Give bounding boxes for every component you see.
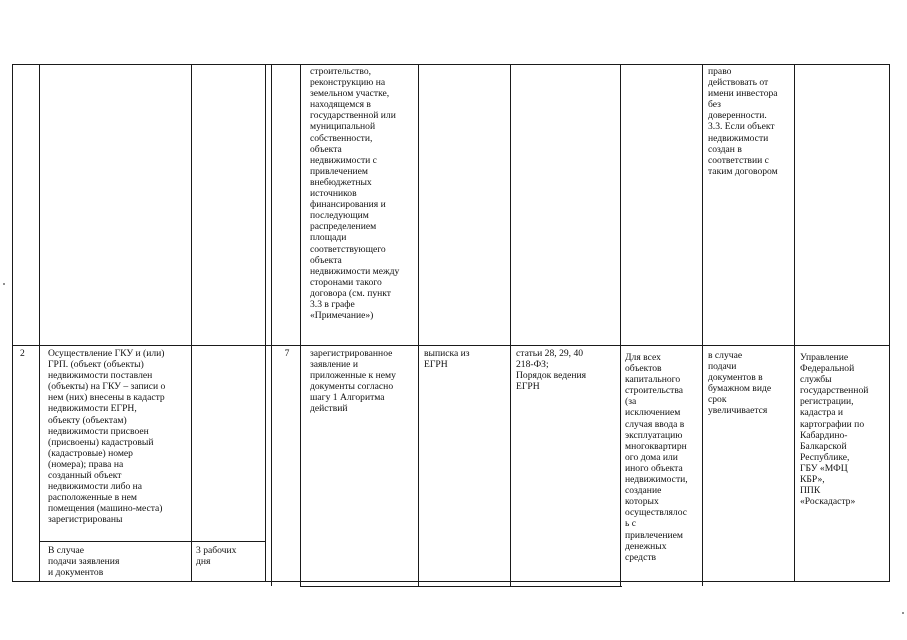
col-border [191, 64, 192, 582]
table-bottom-border [12, 581, 889, 582]
text-line: финансирования и [310, 199, 386, 211]
text-line: муниципальной [310, 121, 376, 133]
text-line: без [708, 99, 721, 111]
text-line: увеличивается [708, 405, 768, 417]
text-line: объекта [310, 254, 342, 266]
text-line: случая ввода в [625, 418, 685, 430]
text-line: иного объекта [625, 462, 683, 474]
text-line: «Роскадастр» [800, 496, 856, 508]
text-line: помещения (машино-места) [48, 503, 163, 515]
text-line: в случае [708, 350, 743, 361]
text-line: недвижимости присвоен [48, 425, 149, 437]
text-line: действовать от [708, 77, 769, 89]
text-line: подачи заявления [48, 556, 120, 568]
text-line: имени инвестора [708, 88, 778, 100]
row-number [20, 348, 36, 359]
top-activity-cell [310, 66, 414, 321]
text-line: распределением [310, 221, 377, 233]
text-line: 3 рабочих [196, 545, 237, 556]
text-line: недвижимости с [310, 154, 377, 166]
text-line: выписка из [424, 348, 470, 359]
text-line: доверенности. [708, 110, 767, 122]
text-line: 2 [20, 348, 25, 359]
text-line: находящемся в [310, 99, 371, 111]
text-line: осуществлялос [625, 507, 687, 519]
result-cell [424, 348, 506, 370]
text-line: 7 [284, 348, 290, 359]
col-border [702, 64, 703, 586]
responsible-cell [800, 352, 888, 507]
top-notes-cell [708, 66, 792, 177]
text-line: право [708, 66, 732, 77]
subcase-label [48, 545, 186, 578]
text-line: эксплуатацию [625, 429, 683, 441]
text-line: объекта [310, 143, 342, 155]
text-line: последующим [310, 210, 369, 222]
col-border [620, 64, 621, 586]
text-line: кадастра и [800, 407, 844, 419]
text-line: земельном участке, [310, 88, 390, 100]
col-border [418, 64, 419, 586]
text-line: заявление и [310, 359, 358, 371]
text-line: В случае [48, 545, 84, 556]
col-border [889, 64, 890, 582]
text-line: КБР», [800, 474, 825, 486]
text-line: Республике, [800, 451, 850, 463]
row-description [48, 348, 186, 526]
col-border [510, 64, 511, 586]
text-line: (присвоены) кадастровый [48, 436, 154, 448]
text-line: ГБУ «МФЦ [800, 462, 848, 474]
text-line: «Примечание») [310, 310, 374, 322]
text-line: службы [800, 374, 832, 386]
text-line: приложенные к нему [310, 370, 396, 382]
col-border [265, 64, 266, 582]
text-line: Балкарской [800, 440, 847, 452]
col-border [12, 64, 13, 582]
text-line: Для всех [625, 352, 661, 363]
text-line: действий [310, 403, 348, 415]
text-line: договора (см. пункт [310, 287, 391, 299]
text-line: недвижимости либо на [48, 481, 143, 493]
text-line: дня [196, 556, 211, 568]
subrow-divider [39, 541, 265, 542]
text-line: государственной или [310, 110, 396, 122]
text-line: объектов [625, 363, 662, 375]
text-line: статьи 28, 29, 40 [516, 348, 584, 359]
text-line: 3.3 в графе [310, 298, 355, 310]
text-line: строительство, [310, 66, 372, 77]
text-line: подачи [708, 361, 737, 373]
text-line: собственности, [310, 132, 373, 144]
text-line: (номера); права на [48, 458, 124, 470]
term-cell [196, 545, 262, 567]
text-line: Федеральной [800, 363, 855, 375]
text-line: (за [625, 396, 637, 408]
text-line: источников [310, 188, 357, 200]
text-line: 218-ФЗ; [516, 359, 549, 371]
documents-cell [310, 348, 416, 415]
text-line: ЕГРН [516, 381, 540, 393]
text-line: соответствующего [310, 243, 386, 255]
text-line: многоквартирн [625, 440, 687, 452]
text-line: объекту (объектам) [48, 414, 127, 426]
legal-basis-cell [516, 348, 616, 392]
text-line: реконструкцию на [310, 77, 386, 89]
text-line: соответствии с [708, 154, 769, 166]
text-line: внебюджетных [310, 176, 372, 188]
text-line: нем (них) внесены в кадастр [48, 392, 165, 404]
col-border [300, 64, 301, 586]
text-line: созданный объект [48, 470, 122, 482]
text-line: недвижимости между [310, 265, 400, 277]
text-line: зарегистрированное [310, 348, 393, 359]
text-line: зарегистрированы [48, 514, 123, 526]
text-line: исключением [625, 407, 681, 419]
text-line: бумажном виде [708, 383, 772, 395]
text-line: документов в [708, 372, 763, 384]
text-line: создание [625, 485, 662, 497]
scan-artifact [3, 283, 5, 285]
text-line: шагу 1 Алгоритма [310, 392, 385, 404]
applicability-cell [625, 352, 701, 563]
scan-artifact [902, 612, 904, 614]
text-line: сторонами такого [310, 276, 382, 288]
text-line: которых [625, 496, 659, 508]
table-bottom-border-right [300, 586, 622, 587]
text-line: документы согласно [310, 381, 394, 393]
row-divider [12, 345, 889, 346]
text-line: 3.3. Если объект [708, 121, 775, 133]
text-line: средств [625, 551, 657, 563]
text-line: Кабардино- [800, 429, 848, 441]
text-line: расположенные в нем [48, 492, 137, 504]
text-line: Порядок ведения [516, 370, 587, 382]
text-line: недвижимости ЕГРН, [48, 403, 137, 415]
text-line: ЕГРН [424, 359, 448, 371]
col-border [39, 64, 40, 582]
text-line: таким договором [708, 165, 778, 177]
text-line: капитального [625, 374, 681, 386]
text-line: привлечением [625, 529, 683, 541]
text-line: строительства [625, 385, 684, 397]
text-line: (объекты) на ГКУ – записи о [48, 381, 166, 393]
text-line: и документов [48, 567, 104, 579]
note-cell [708, 350, 792, 417]
text-line: недвижимости [708, 132, 769, 144]
text-line: регистрации, [800, 396, 854, 408]
col-border [271, 64, 272, 586]
text-line: ь с [625, 518, 637, 530]
text-line: (кадастровые) номер [48, 447, 133, 459]
table-top-border [12, 64, 889, 65]
text-line: Осуществление ГКУ и (или) [48, 348, 165, 359]
text-line: привлечением [310, 165, 368, 177]
text-line: ГРП. (объект (объекты) [48, 359, 144, 371]
col-border [794, 64, 795, 582]
text-line: государственной [800, 385, 869, 397]
text-line: ППК [800, 485, 821, 497]
text-line: недвижимости поставлен [48, 370, 153, 382]
text-line: площади [310, 232, 347, 244]
text-line: создан в [708, 143, 742, 155]
text-line: картографии по [800, 418, 865, 430]
text-line: ого дома или [625, 451, 678, 463]
text-line: срок [708, 394, 727, 406]
text-line: недвижимости, [625, 474, 688, 486]
text-line: Управление [800, 352, 849, 363]
text-line: денежных [625, 540, 667, 552]
count-cell [278, 348, 296, 359]
